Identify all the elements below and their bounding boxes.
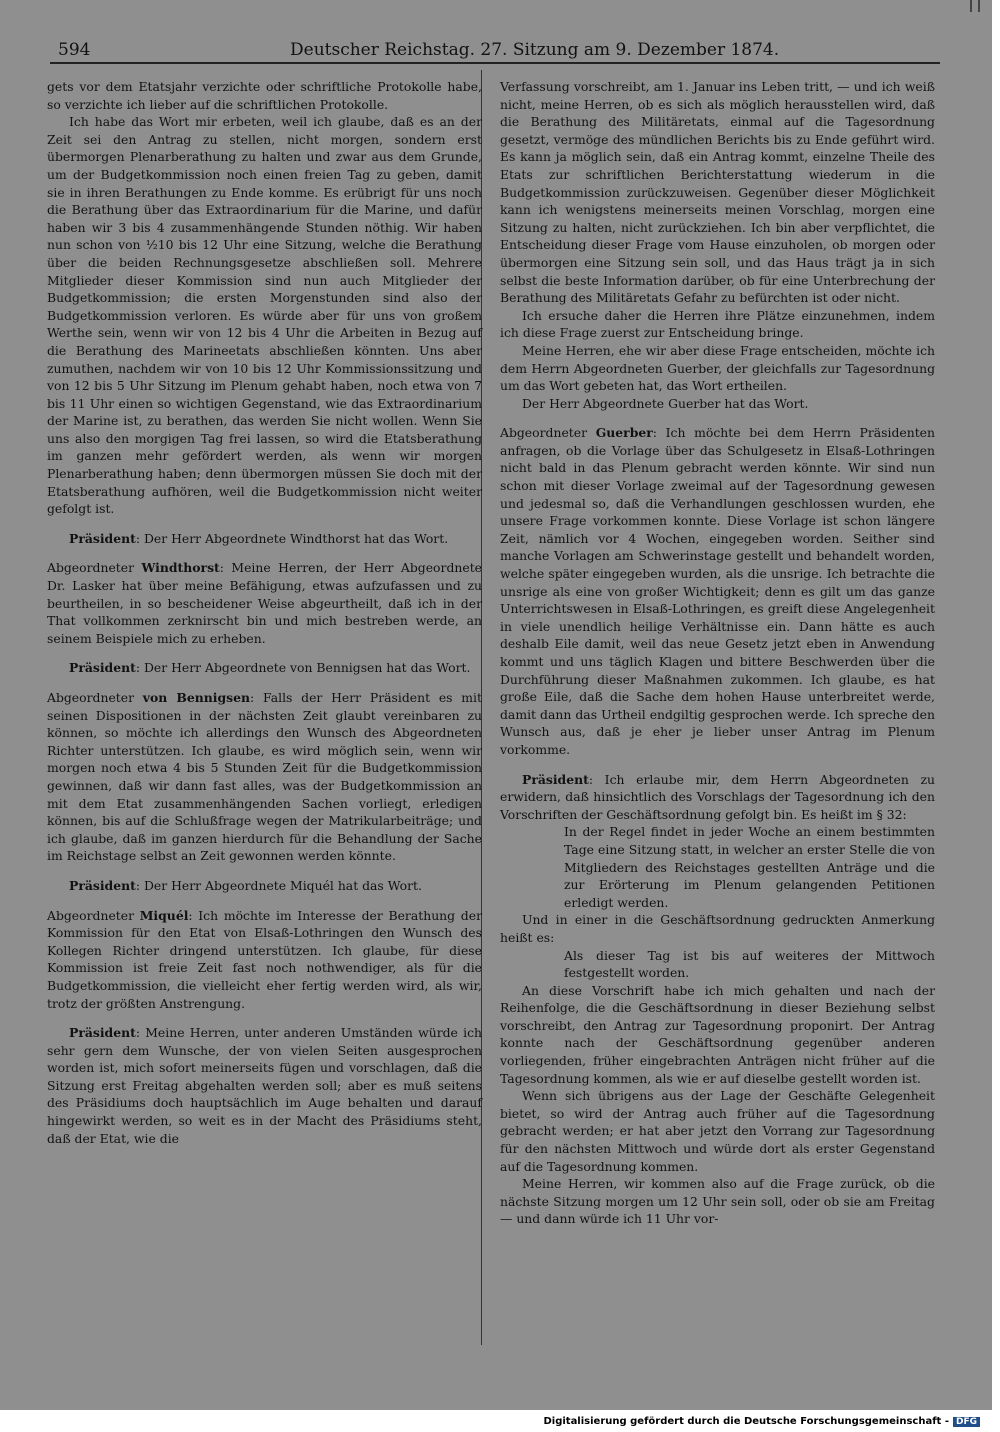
paragraph-text: Ich habe das Wort mir erbeten, weil ich glaube, daß es an der Zeit sei den Antrag zu stellen, nicht morgen, sondern erst übermorgen Plenarberathung zu halten und zwar aus dem Grunde, um der Budgetkommission noch einen freien Tag zu geben, damit sie in ihren Berathungen zu Ende komme. Es erübrigt für uns noch die Berathung über das Extraordinarium für die Marine, und dafür haben wir 3 bis 4 zusammenhängende Stunden nöthig. Wir haben nun schon von ½10 bis 12 Uhr eine Sitzung, welche die Berathung über die beiden Rechnungsgesetze abschließen soll. Mehrere Mitglieder dieser Kommission sind nun auch Mitglieder der Budgetkommission; die ersten Morgenstunden sind also der Budgetkommission verloren. Es würde aber für uns von großem Werthe sein, wenn wir von 12 bis 4 Uhr die Arbeiten in Bezug auf die Berathung des Marineetats abschließen könnten. Uns aber zumuthen, nachdem wir von 10 bis 12 Uhr Kommissionssitzung und von 12 bis 5 Uhr Sitzung im Plenum gehabt haben, noch etwa von 7 bis 11 Uhr einen so wichtigen Gegenstand, wie das Extraordinarium der Marine ist, zu berathen, das werden Sie nicht wollen. Wenn Sie uns also den morgigen Tag frei lassen, so wird die Etatsberathung im ganzen mehr gefördert werden, als wenn wir morgen Plenarberathung haben; denn übermorgen müssen Sie doch mit der Etatsberathung aufhören, weil die Budgetkommission nicht weiter gefolgt ist. <box>47 114 482 517</box>
paragraph-text: gets vor dem Etatsjahr verzichte oder schriftliche Protokolle habe, so verzichte ich lieber auf die schriftlichen Protokolle. <box>47 79 482 112</box>
paragraph <box>47 530 482 548</box>
paragraph <box>500 1175 935 1228</box>
paragraph <box>564 947 935 982</box>
speaker-prefix: Abgeordneter <box>47 560 142 576</box>
paragraph <box>500 982 935 1088</box>
paragraph-text: Wenn sich übrigens aus der Lage der Geschäfte Gelegenheit bietet, so wird der Antrag auch früher auf die Tagesordnung gebracht werden; er hat aber jetzt den Vorrang zur Tagesordnung für den nächsten Mittwoch und würde dort als erster Gegenstand auf die Tagesordnung kommen. <box>500 1088 935 1174</box>
paragraph <box>500 911 935 946</box>
paragraph <box>500 395 935 413</box>
paragraph <box>500 342 935 395</box>
paragraph <box>500 424 935 758</box>
paragraph <box>47 907 482 1013</box>
page-header <box>50 34 780 64</box>
paragraph <box>47 689 482 865</box>
speaker-name: Präsident <box>69 660 136 676</box>
speaker-name: Guerber <box>595 425 653 441</box>
paragraph-text: : Der Herr Abgeordnete von Bennigsen hat das Wort. <box>135 660 471 676</box>
running-title: Deutscher Reichstag. 27. Sitzung am 9. Dezember 1874. <box>290 40 780 60</box>
paragraph-text: : Der Herr Abgeordnete Windthorst hat das Wort. <box>135 530 449 546</box>
footer-credit: Digitalisierung gefördert durch die Deutsche Forschungsgemeinschaft - <box>543 1416 949 1427</box>
right-column <box>500 78 935 1228</box>
speaker-prefix: Abgeordneter <box>47 907 140 923</box>
paragraph <box>47 877 482 895</box>
speaker-name: von Bennigsen <box>142 690 251 705</box>
paragraph-text: Als dieser Tag ist bis auf weiteres der Mittwoch festgestellt worden. <box>564 947 935 981</box>
page-number: 594 <box>58 40 91 60</box>
footer <box>543 1416 980 1427</box>
paragraph-text: Meine Herren, wir kommen also auf die Frage zurück, ob die nächste Sitzung morgen um 12 Uhr sein soll, oder ob sie am Freitag — und dann würde ich 11 Uhr vor- <box>500 1176 935 1227</box>
paragraph-text: : Ich möchte im Interesse der Berathung der Kommission für den Etat von Elsaß-Lothringen den Wunsch des Kollegen Richter dringend unterstützen. Ich glaube, für diese Kommission ist freie Zeit fast noch nothwendiger, als für die Budgetkommission, die vielleicht eher fertig werden wird, als wir, trotz der größten Anstrengung. <box>47 907 482 1011</box>
paragraph-text: Und in einer in die Geschäftsordnung gedruckten Anmerkung heißt es: <box>500 912 935 945</box>
speaker-name: Präsident <box>69 877 136 893</box>
paragraph-text: Verfassung vorschreibt, am 1. Januar ins Leben tritt, — und ich weiß nicht, meine Herren, ob es sich als möglich herausstellen wird, daß die Berathung des Militäretats, einmal auf die Tagesordnung gesetzt, vermöge des mündlichen Berichts bis zu Ende geführt wird. Es kann ja möglich sein, daß ein Antrag kommt, einzelne Theile des Etats zur schriftlichen Berichterstattung wiederum in die Budgetkommission zurückzuweisen. Gegenüber dieser Möglichkeit kann ich wenigstens meinerseits meinen Vorschlag, morgen eine Sitzung zu halten, nicht zurückziehen. Ich bin aber verpflichtet, die Entscheidung dieser Frage vom Hause einzuholen, ob morgen oder übermorgen eine Sitzung sein soll, und das Haus trägt ja in sich selbst die beste Information darüber, ob für eine Unterbrechung der Berathung des Militäretats Gefahr zu befürchten ist oder nicht. <box>500 79 935 306</box>
paragraph <box>500 1087 935 1175</box>
paragraph <box>500 307 935 342</box>
paragraph-text: An diese Vorschrift habe ich mich gehalten und nach der Reihenfolge, die die Geschäftsordnung in dieser Beziehung selbst vorschreibt, den Antrag zur Tagesordnung proponirt. Der Antrag konnte nach der Geschäftsordnung gegenüber anderen vorliegenden, früher eingebrachten Anträgen nicht früher auf die Tagesordnung kommen, als wie er auf dieselbe gestellt worden ist. <box>500 982 935 1086</box>
paragraph <box>47 659 482 677</box>
speaker-name: Präsident <box>69 1025 136 1041</box>
paragraph-text: : Meine Herren, der Herr Abgeordnete Dr. Lasker hat über meine Befähigung, etwas aufzufassen und zu beurtheilen, in so bescheidener Weise abgeurtheilt, daß ich in der That vollkommen zerknirscht bin und mich bestreben werde, an seinem Beispiele mich zu erheben. <box>47 560 483 646</box>
paragraph-text: Der Herr Abgeordnete Guerber hat das Wort. <box>522 395 809 411</box>
speaker-prefix: Abgeordneter <box>47 690 143 705</box>
dfg-logo: DFG <box>953 1417 980 1427</box>
speaker-name: Präsident <box>69 530 136 546</box>
paragraph <box>47 78 482 113</box>
speaker-prefix: Abgeordneter <box>500 425 596 441</box>
paragraph-text: Ich ersuche daher die Herren ihre Plätze einzunehmen, indem ich diese Frage zuerst zur Entscheidung bringe. <box>500 307 935 341</box>
paragraph-text: : Ich erlaube mir, dem Herrn Abgeordneten zu erwidern, daß hinsichtlich des Vorschlags der Tagesordnung ich den Vorschriften der Geschäftsordnung gefolgt bin. Es heißt im § 32: <box>500 771 935 822</box>
page-corner-mark <box>970 0 980 12</box>
left-column <box>47 78 482 1147</box>
paragraph-text: : Der Herr Abgeordnete Miquél hat das Wort. <box>135 877 422 893</box>
paragraph <box>500 771 935 824</box>
speaker-name: Miquél <box>139 907 189 923</box>
paragraph-text: : Meine Herren, unter anderen Umständen würde ich sehr gern dem Wunsche, der von vielen Seiten ausgesprochen worden ist, mich sofort meinerseits fügen und vorschlagen, daß die Sitzung erst Freitag abgehalten werden soll; aber es muß seitens des Präsidiums doch hauptsächlich im Auge behalten und darauf hingewirkt werden, so weit es in der Macht des Präsidiums steht, daß der Etat, wie die <box>47 1025 482 1146</box>
paragraph-text: Meine Herren, ehe wir aber diese Frage entscheiden, möchte ich dem Herrn Abgeordneten Guerber, der gleichfalls zur Tagesordnung um das Wort gebeten hat, das Wort ertheilen. <box>500 342 935 394</box>
speaker-name: Präsident <box>522 771 589 787</box>
paragraph <box>564 823 935 911</box>
paragraph <box>47 559 482 647</box>
paragraph-text: In der Regel findet in jeder Woche an einem bestimmten Tage eine Sitzung statt, in welcher an erster Stelle die von Mitgliedern des Reichstages gestellten Anträge und die zur Erörterung im Plenum gelangenden Petitionen erledigt werden. <box>564 824 935 910</box>
paragraph <box>47 1024 482 1147</box>
paragraph-text: : Falls der Herr Präsident es mit seinen Dispositionen in der nächsten Zeit glaubt vereinbaren zu können, so möchte ich allerdings den Wunsch des Abgeordneten Richter unterstützen. Ich glaube, es wird möglich sein, wenn wir morgen noch etwa 4 bis 5 Stunden Zeit für die Budgetkommission gewinnen, daß wir dann fast alles, was der Budgetkommission an mit dem Etat zusammenhängenden Sachen vorliegt, erledigen können, bis auf die Schlußfrage wegen der Matrikularbeiträge; und ich glaube, daß im ganzen hierdurch für die Behandlung der Sache im Reichstage selbst an Zeit gewonnen werden könnte. <box>47 690 482 864</box>
paragraph <box>47 113 482 518</box>
header-rule <box>50 62 940 64</box>
speaker-name: Windthorst <box>141 560 220 576</box>
paragraph <box>500 78 935 307</box>
paragraph-text: : Ich möchte bei dem Herrn Präsidenten anfragen, ob die Vorlage über das Schulgesetz in Elsaß-Lothringen nicht bald in das Plenum gebracht werden könnte. Wir sind nun schon mit dieser Vorlage zweimal auf der Tagesordnung gewesen und jedesmal so, daß die Verhandlungen geschlossen wurden, ehe unsere Frage vorkommen konnte. Diese Vorlage ist schon längere Zeit, nämlich vor 4 Wochen, eingegeben worden. Seither sind manche Vorlagen am Schwerinstage gestellt und behandelt worden, welche später eingegeben wurden, als die unsrige. Ich betrachte die unsrige als eine von großer Wichtigkeit; denn es gilt um das ganze Unterrichtswesen in Elsaß-Lothringen, es greift diese Angelegenheit in viele unendlich heilige Verhältnisse ein. Dann hätte es auch deshalb Eile damit, weil das neue Gesetz jetzt eben in Anwendung kommt und uns täglich Klagen und bittere Beschwerden über die Durchführung dieser Maßnahmen zukommen. Ich glaube, es hat große Eile, daß die Sache dem hohen Hause unterbreitet werde, damit dann das Urtheil endgiltig gesprochen werde. Ich spreche den Wunsch aus, daß je eher je lieber unser Antrag im Plenum vorkomme. <box>500 425 935 757</box>
